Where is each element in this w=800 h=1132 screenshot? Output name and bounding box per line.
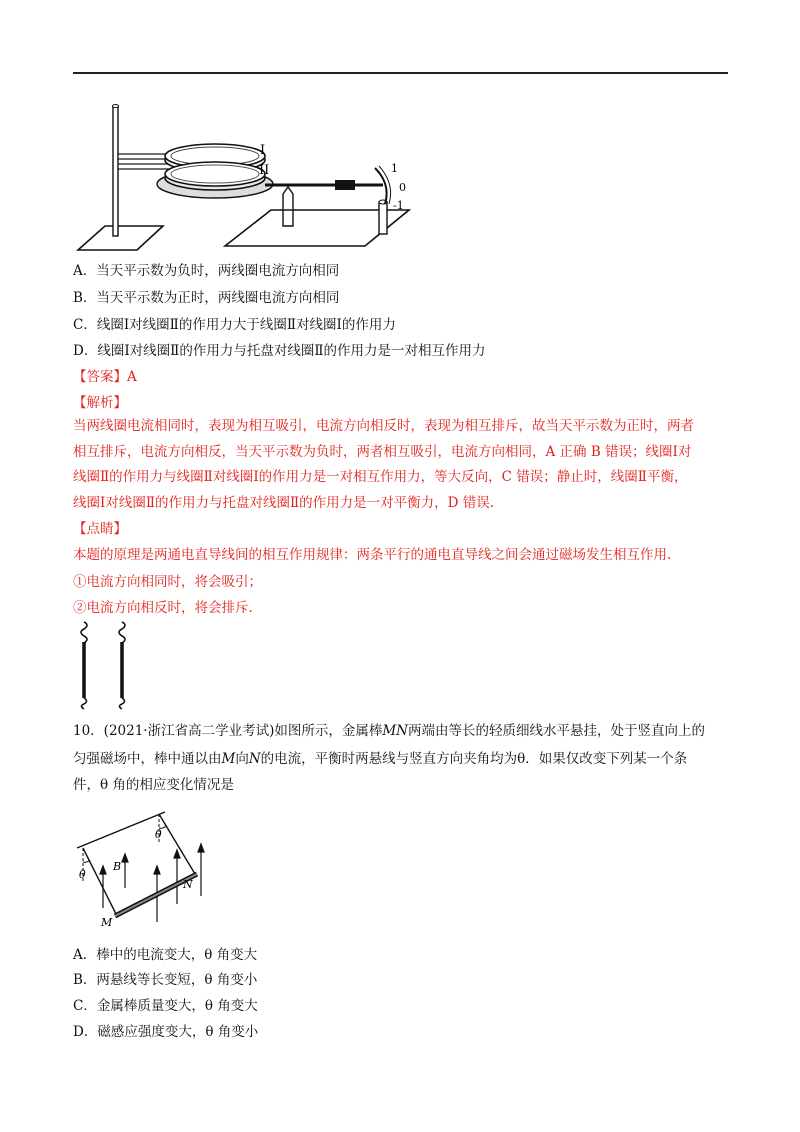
option-a: A．当天平示数为负时，两线圈电流方向相同 [73,263,340,279]
scale-label-2: 0 [399,181,406,194]
question-10-line-3: 件，θ 角的相应变化情况是 [73,777,234,793]
answer: 【答案】A [73,369,137,385]
tip-line: ①电流方向相同时，将会吸引； [73,574,262,590]
q10-option-a: A．棒中的电流变大，θ 角变大 [73,947,258,963]
q10-option-d: D．磁感应强度变大，θ 角变小 [73,1024,259,1040]
q10-text: 10．(2021·浙江省高二学业考试)如图所示，金属棒 [73,723,383,739]
analysis-line: 当两线圈电流相同时，表现为相互吸引，电流方向相反时，表现为相互排斥，故当天平示数为正时，两者 [73,418,694,434]
scale-label-3: -1 [393,199,404,212]
analysis-text [73,414,733,516]
header-rule [73,72,728,74]
q10-option-b: B．两悬线等长变短，θ 角变小 [73,972,258,988]
tip-line: ②电流方向相反时，将会排斥. [73,600,253,616]
q10-option-c: C．金属棒质量变大，θ 角变大 [73,998,258,1014]
scale-label-1: 1 [391,162,398,175]
option-b: B．当天平示数为正时，两线圈电流方向相同 [73,290,340,306]
q10-text: 两端由等长的轻质细线水平悬挂，处于竖直向上的 [408,723,705,739]
q10-var-n: N [248,751,261,767]
theta-label-left: θ [79,868,86,881]
question-10-line-2 [73,750,687,768]
tip-line: 本题的原理是两通电直导线间的相互作用规律：两条平行的通电直导线之间会通过磁场发生相互作用. [73,547,672,563]
coil-label-2: II [259,163,270,178]
analysis-line: 线圈Ⅱ的作用力与线圈Ⅱ对线圈Ⅰ的作用力是一对相互作用力，等大反向，C 错误；静止时，线圈Ⅱ平衡， [73,469,688,485]
rod-label-m: M [101,916,113,928]
parallel-wires-figure [76,618,136,710]
q10-var-m: M [221,751,236,767]
field-label-b: B [113,860,122,873]
analysis-line: 相互排斥，电流方向相反，当天平示数为负时，两者相互吸引，电流方向相同，A 正确 B 错误；线圈Ⅰ对 [73,443,692,460]
option-d: D．线圈Ⅰ对线圈Ⅱ的作用力与托盘对线圈Ⅱ的作用力是一对相互作用力 [73,343,486,359]
question-10-line-1 [73,722,705,740]
coil-balance-figure [73,98,413,254]
q10-text: 匀强磁场中，棒中通以由 [73,751,222,767]
analysis-line: 线圈Ⅰ对线圈Ⅱ的作用力与托盘对线圈Ⅱ的作用力是一对平衡力，D 错误. [73,494,495,511]
q10-text: 向 [235,751,249,767]
analysis-heading: 【解析】 [73,395,127,411]
q10-var-mn: MN [382,723,408,739]
coil-label-1: I [260,143,266,158]
theta-label-right: θ [155,828,162,841]
option-c: C．线圈Ⅰ对线圈Ⅱ的作用力大于线圈Ⅱ对线圈Ⅰ的作用力 [73,317,396,333]
rod-label-n: N [183,878,193,891]
rod-magnetic-field-figure [73,808,213,928]
q10-text: 的电流，平衡时两悬线与竖直方向夹角均为θ．如果仅改变下列某一个条 [260,751,688,767]
tip-heading: 【点睛】 [73,521,127,537]
